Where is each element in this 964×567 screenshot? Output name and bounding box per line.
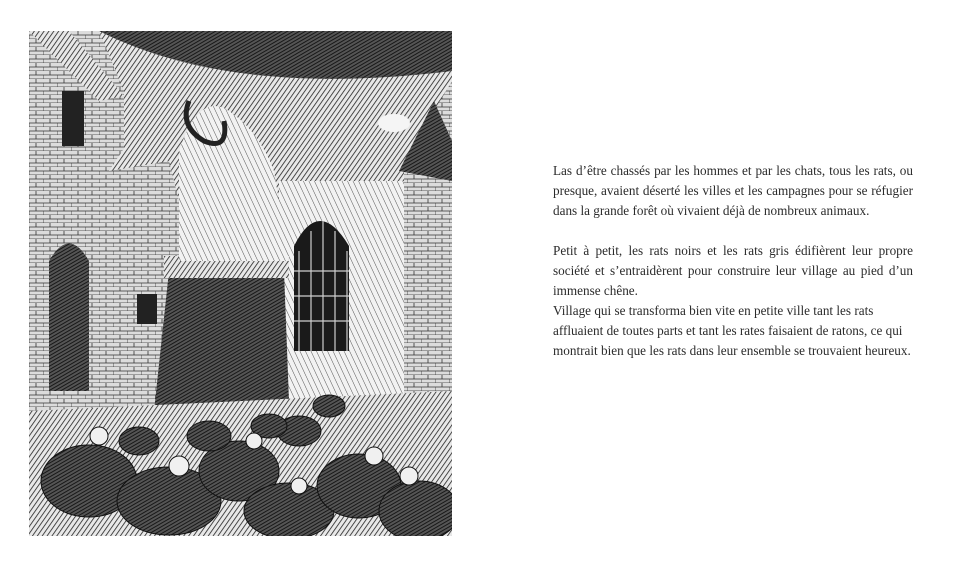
- book-illustration: [29, 31, 452, 536]
- shutter-window: [62, 91, 84, 146]
- paragraph-2: Petit à petit, les rats noirs et les rats gris édifièrent leur propre société et s’entraidèrent pour construire leur village au pied d’un immense chêne.: [553, 243, 913, 298]
- portcullis: [294, 221, 349, 351]
- paragraph-3: Village qui se transforma bien vite en petite ville tant les rats affluaient de toutes parts et tant les rates faisaient de ratons, ce qui montrait bien que les rats dans leur ensemble se trouvaient heureux.: [553, 303, 911, 358]
- arched-door: [49, 244, 89, 392]
- pedestal: [154, 271, 289, 411]
- story-text: [553, 161, 913, 361]
- moon: [378, 114, 410, 132]
- small-window: [137, 294, 157, 324]
- rats-town-engraving: [29, 31, 452, 536]
- paragraph-1: Las d’être chassés par les hommes et par les chats, tous les rats, ou presque, avaient déserté les villes et les campagnes pour se réfugier dans la grande forêt où vivaient déjà de nombreux animaux.: [553, 163, 913, 218]
